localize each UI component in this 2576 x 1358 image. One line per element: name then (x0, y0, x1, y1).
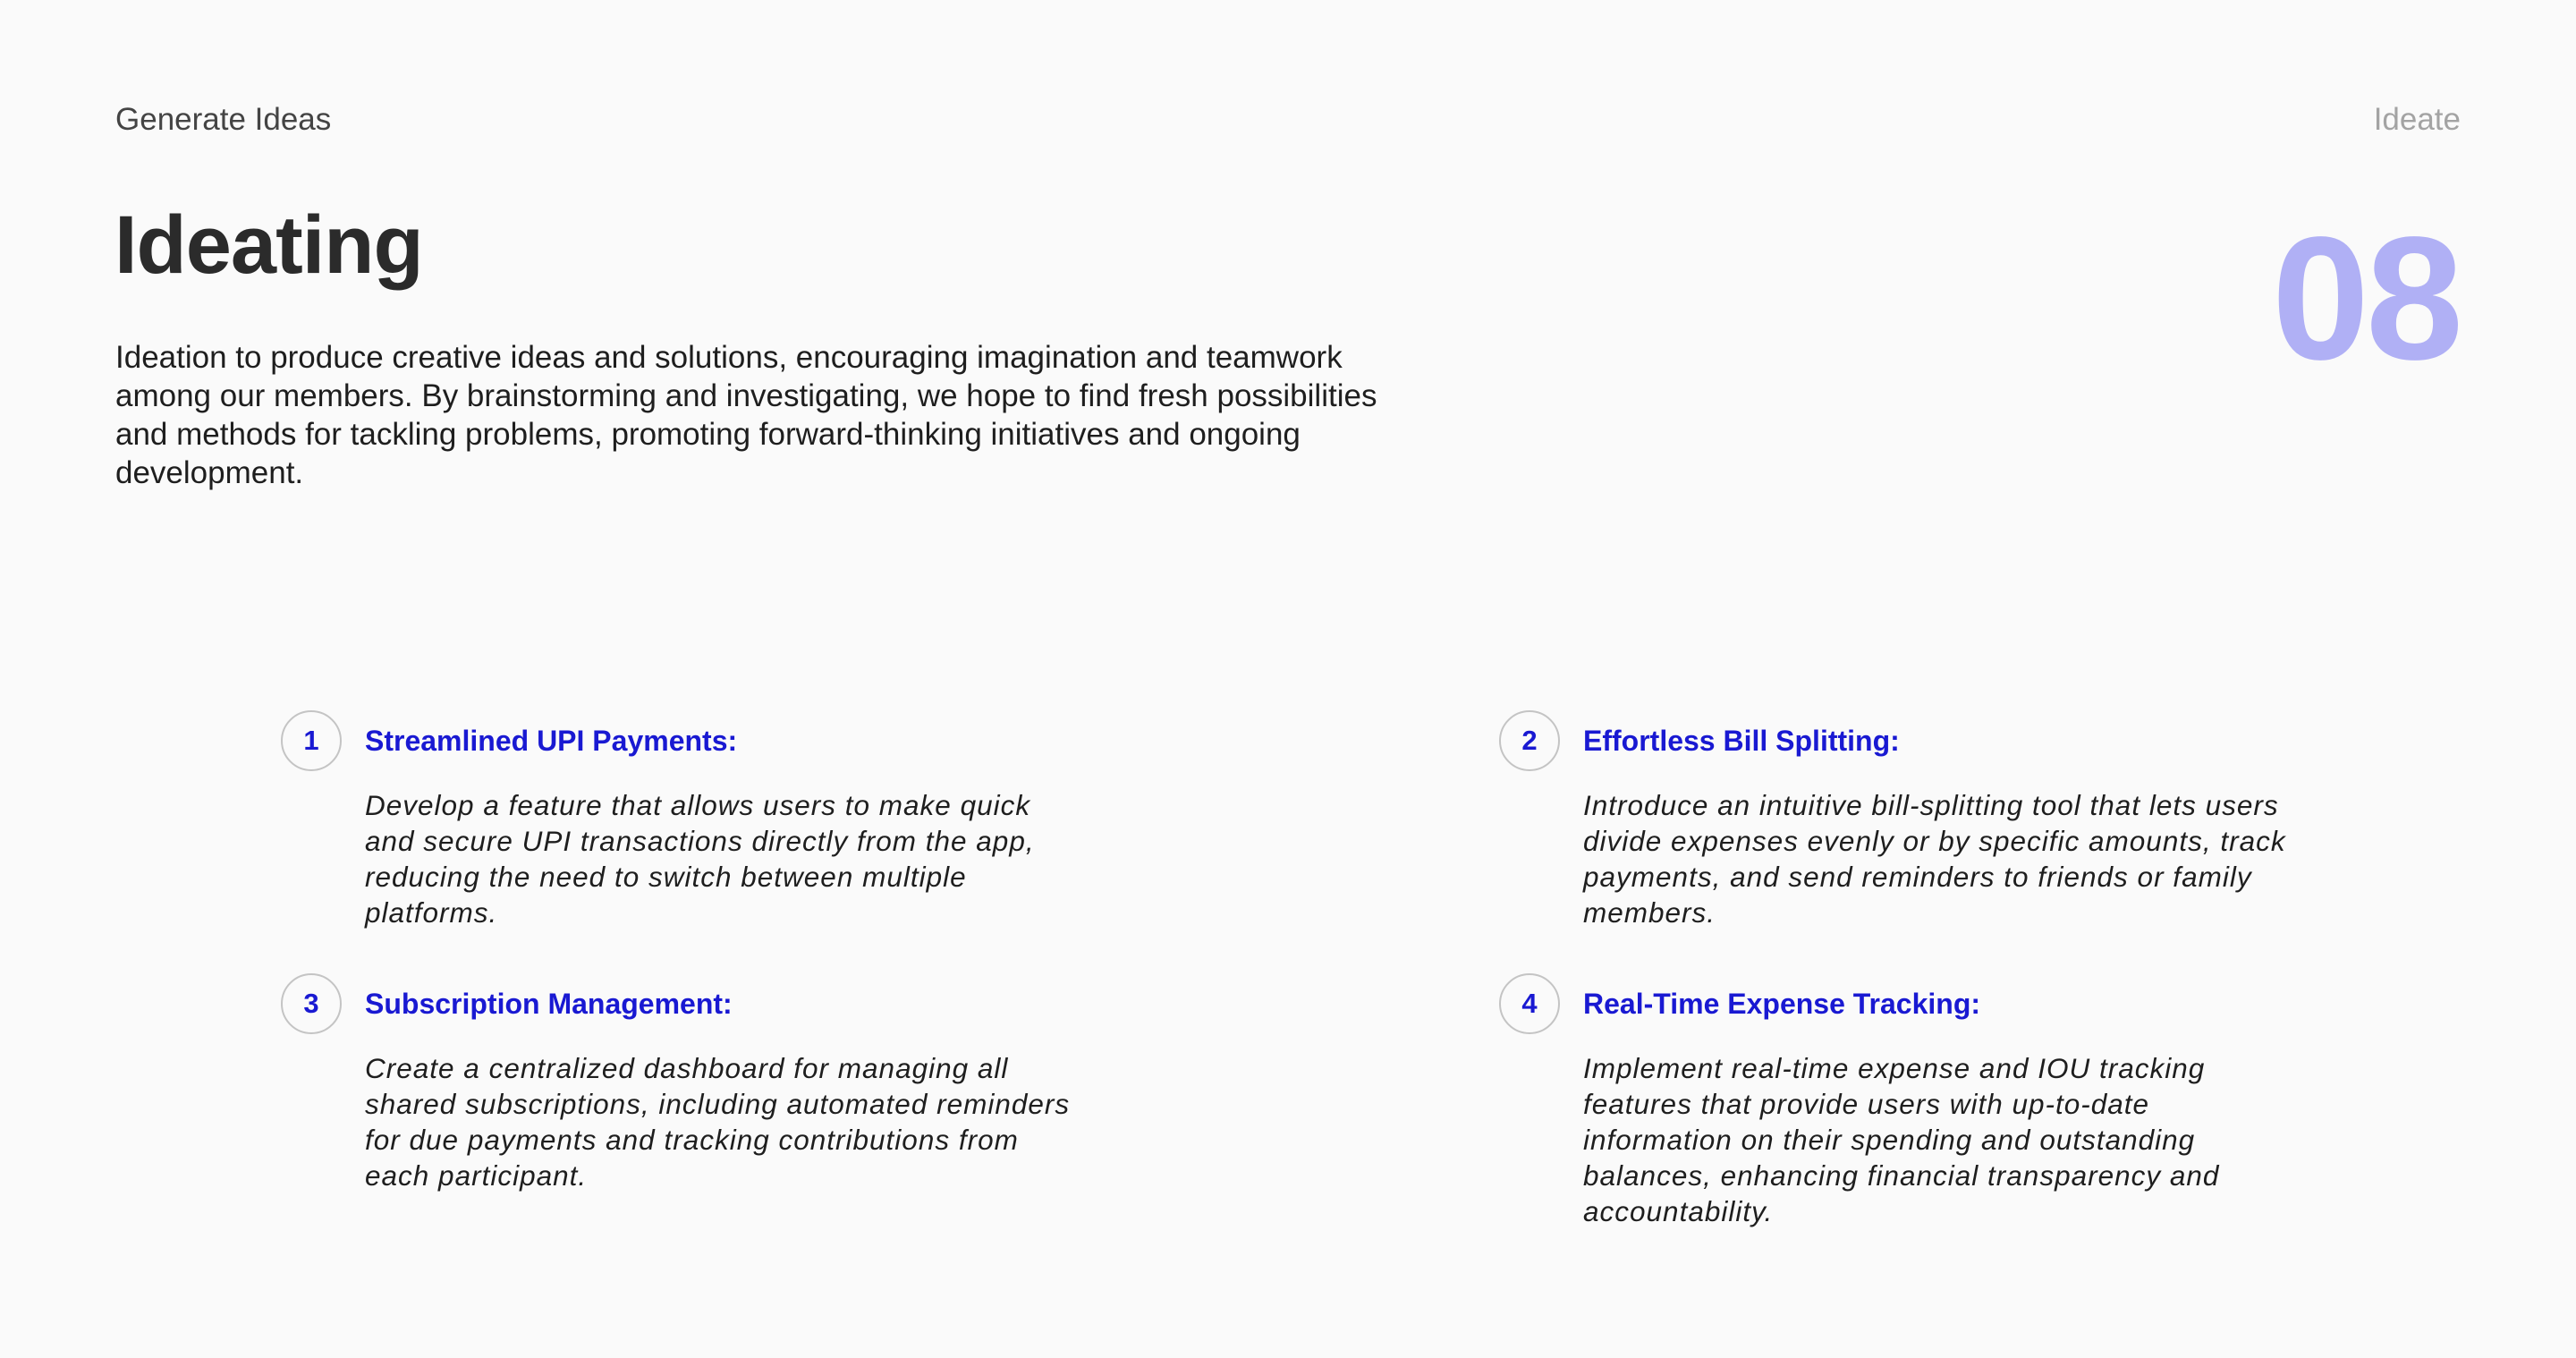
idea-title: Streamlined UPI Payments: (365, 724, 738, 757)
topic-label: Ideate (2373, 102, 2461, 137)
idea-title: Subscription Management: (365, 987, 733, 1020)
idea-number-badge: 1 (281, 710, 342, 771)
idea-card-1 (281, 710, 1086, 930)
idea-description: Implement real-time expense and IOU tracking features that provide users with up-to-date information on their spending and outstanding balances, enhancing financial transparency and accountability. (1583, 1052, 2220, 1227)
idea-card-3 (281, 973, 1086, 1193)
idea-title: Effortless Bill Splitting: (1583, 724, 1900, 757)
idea-number-badge: 2 (1499, 710, 1560, 771)
idea-card-2 (1499, 710, 2304, 930)
idea-card-4 (1499, 973, 2304, 1229)
intro-paragraph: Ideation to produce creative ideas and solutions, encouraging imagination and teamwork among our members. By brainstorming and investigating, we hope to find fresh possibilities and methods for tackling problems, promoting forward-thinking initiatives and ongoing development. (115, 340, 1377, 490)
idea-description: Create a centralized dashboard for managing all shared subscriptions, including automated reminders for due payments and tracking contributions from each participant. (365, 1052, 1071, 1192)
page-number: 08 (2271, 200, 2460, 396)
idea-description: Introduce an intuitive bill-splitting tool that lets users divide expenses evenly or by specific amounts, track payments, and send reminders to friends or family members. (1583, 789, 2286, 929)
section-label: Generate Ideas (115, 102, 332, 137)
idea-description: Develop a feature that allows users to make quick and secure UPI transactions directly from the app, reducing the need to switch between multiple platforms. (365, 789, 1035, 929)
page-title: Ideating (114, 199, 423, 291)
idea-number-badge: 3 (281, 973, 342, 1034)
idea-number-badge: 4 (1499, 973, 1560, 1034)
idea-title: Real-Time Expense Tracking: (1583, 987, 1981, 1020)
